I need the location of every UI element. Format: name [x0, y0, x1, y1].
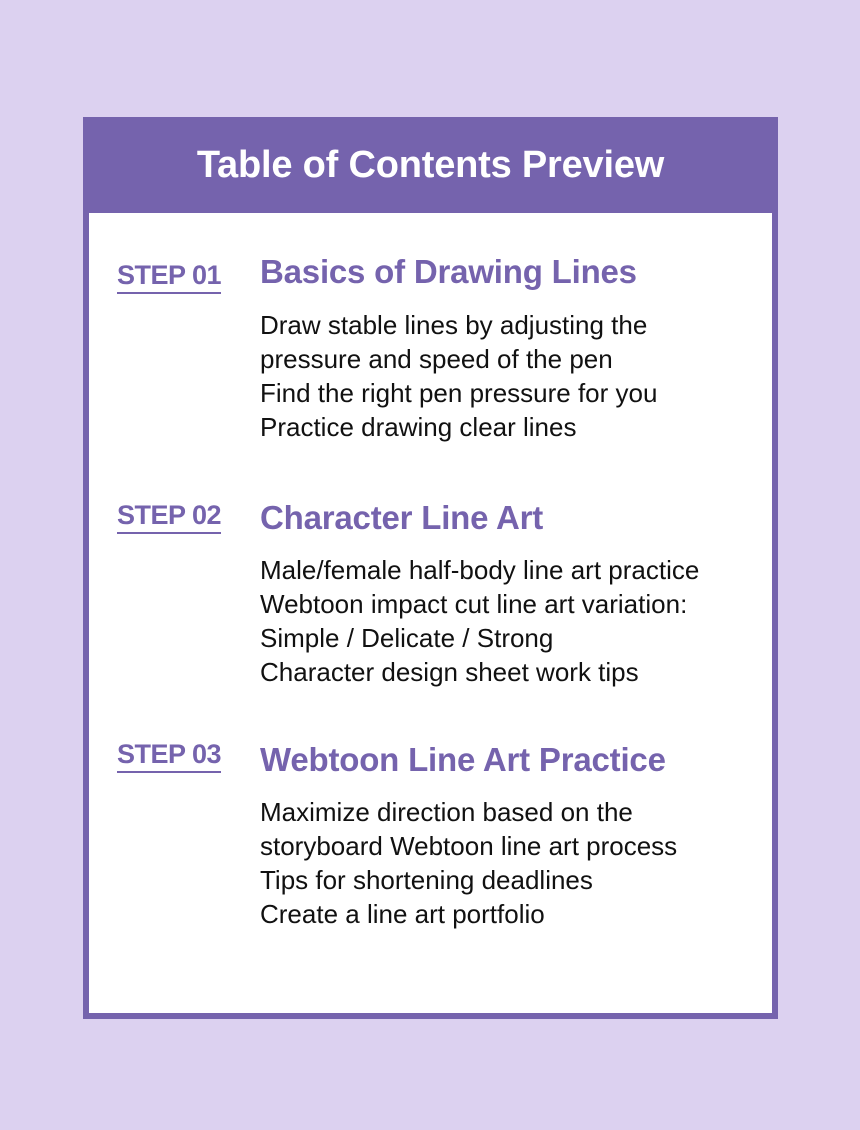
toc-title: Table of Contents Preview: [196, 143, 665, 186]
step-label: STEP 02: [117, 500, 221, 534]
list-item: Maximize direction based on the: [260, 797, 633, 827]
list-item: Webtoon impact cut line art variation:: [260, 589, 688, 619]
toc-card: [83, 117, 778, 1019]
step-label: STEP 01: [117, 260, 221, 294]
list-item: Find the right pen pressure for you: [260, 378, 658, 408]
step-lines: [260, 553, 762, 689]
step-title: Character Line Art: [260, 499, 544, 536]
list-item: pressure and speed of the pen: [260, 344, 613, 374]
list-item: Create a line art portfolio: [260, 899, 545, 929]
toc-body: [89, 213, 772, 1013]
step-label: STEP 03: [117, 739, 221, 773]
step-lines: [260, 795, 762, 931]
list-item: Simple / Delicate / Strong: [260, 623, 554, 653]
list-item: Tips for shortening deadlines: [260, 865, 593, 895]
list-item: Practice drawing clear lines: [260, 412, 577, 442]
step-title: Webtoon Line Art Practice: [260, 741, 666, 778]
step-lines: [260, 308, 762, 444]
list-item: storyboard Webtoon line art process: [260, 831, 678, 861]
step-title: Basics of Drawing Lines: [260, 253, 637, 290]
list-item: Male/female half-body line art practice: [260, 555, 700, 585]
list-item: Draw stable lines by adjusting the: [260, 310, 648, 340]
list-item: Character design sheet work tips: [260, 657, 639, 687]
toc-header: [89, 117, 772, 213]
